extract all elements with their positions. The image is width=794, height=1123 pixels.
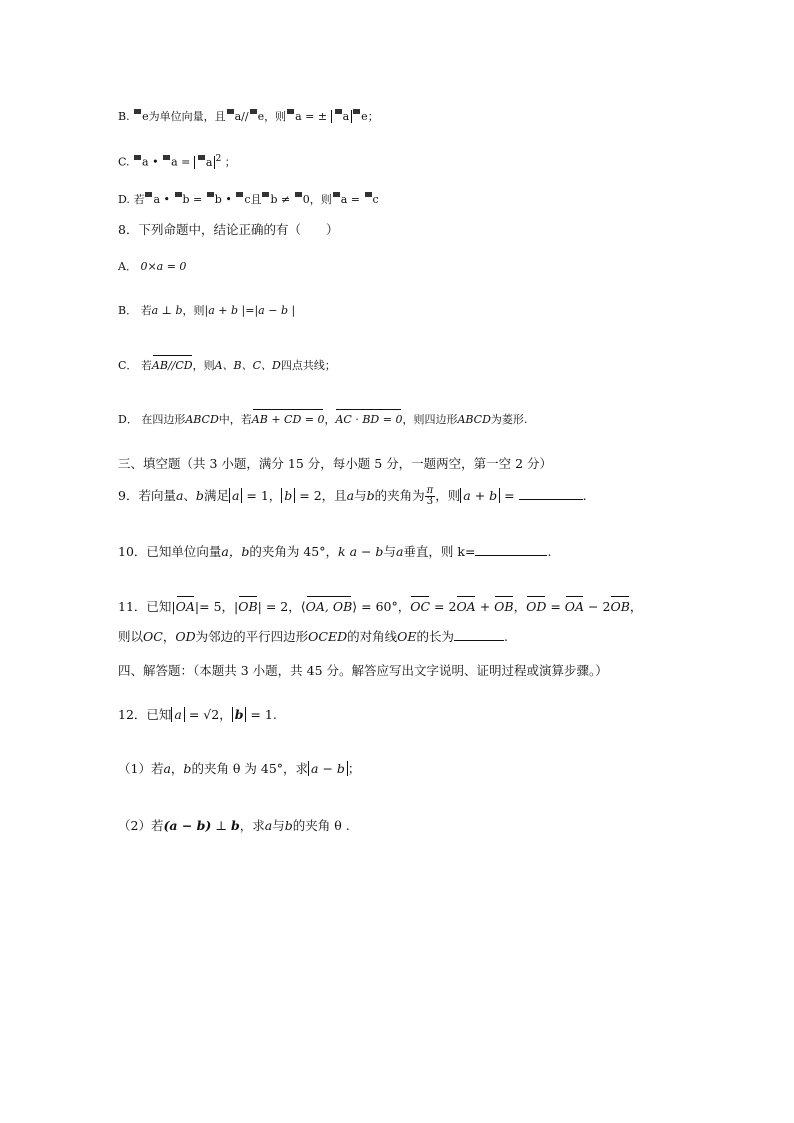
- text: .: [547, 544, 552, 559]
- text: 若: [140, 359, 152, 372]
- text: ，则: [309, 193, 332, 206]
- text: 且: [250, 193, 262, 206]
- vec-oc: OC: [410, 599, 431, 614]
- math-expression: (a − b): [163, 818, 212, 833]
- points-label: A、B、C、D: [214, 359, 281, 372]
- option-label: D.: [118, 193, 130, 206]
- vector-mark-icon: [250, 109, 257, 114]
- math-expression: a ⊥ b: [151, 304, 183, 317]
- text: 与: [354, 488, 367, 503]
- option-label: A．: [118, 260, 137, 273]
- question-8-title: 8．下列命题中，结论正确的有（ ）: [118, 222, 339, 237]
- vec-ob: OB: [610, 599, 630, 614]
- text: =: [347, 193, 364, 206]
- vec-b: b: [270, 193, 278, 206]
- vec-oa: OA: [564, 599, 585, 614]
- vector-mark-icon: [365, 192, 372, 197]
- text: ，则: [435, 488, 461, 503]
- vec-b: b: [182, 193, 190, 206]
- text: •: [163, 193, 170, 206]
- text: 12．已知: [118, 707, 172, 722]
- vector-mark-icon: [295, 192, 302, 197]
- option-d-q7: [118, 191, 379, 209]
- vec-b: b: [366, 488, 375, 503]
- vec-a: a: [395, 544, 404, 559]
- question-12: [118, 706, 277, 724]
- option-label: B.: [118, 110, 130, 123]
- text: 为单位向量，且: [148, 110, 226, 123]
- vector-mark-icon: [175, 192, 182, 197]
- text: （1）若: [118, 761, 164, 776]
- math-expression: a: [229, 488, 242, 503]
- text: .: [504, 629, 508, 644]
- text: ，: [324, 413, 336, 426]
- text: =: [177, 155, 194, 169]
- vec-e: e: [361, 110, 368, 123]
- vector-mark-icon: [262, 192, 269, 197]
- text: 为菱形.: [490, 413, 528, 426]
- text: =: [500, 488, 519, 503]
- text: 在四边形: [141, 413, 186, 426]
- section-4-heading: 四、解答题：（本题共 3 小题，共 45 分。解答应写出文字说明、证明过程或演算步骤。）: [118, 663, 608, 678]
- text: 的夹角为: [374, 488, 425, 503]
- text: 为邻边的平行四边形: [195, 629, 309, 644]
- math-expression: AB + CD = 0: [252, 411, 325, 429]
- vec-c: c: [244, 193, 251, 206]
- vec-a: a: [346, 488, 355, 503]
- text: 、: [183, 488, 196, 503]
- text: 的对角线: [347, 629, 398, 644]
- text: .: [582, 488, 587, 503]
- vector-mark-icon: [207, 192, 214, 197]
- text: 的夹角 θ 为 45°，求: [191, 761, 309, 776]
- text: = 1，: [242, 488, 282, 503]
- text: 10．已知单位向量: [118, 544, 222, 559]
- text: 11．已知|: [118, 599, 176, 614]
- vec-b: b: [284, 818, 293, 833]
- text: = √2，: [184, 707, 232, 722]
- text: ，: [162, 629, 176, 644]
- math-expression: 0×a = 0: [140, 260, 187, 273]
- text: = 2，且: [295, 488, 347, 503]
- vector-mark-icon: [335, 109, 342, 114]
- text: ，则: [182, 304, 205, 317]
- math-expression: a，b: [221, 544, 250, 559]
- math-expression: a + b: [460, 488, 500, 503]
- question-10: [118, 543, 551, 561]
- text: 与: [272, 818, 285, 833]
- text: •: [152, 155, 159, 169]
- text: 中，若: [218, 413, 252, 426]
- vec-a: a: [264, 818, 273, 833]
- text: ⊥: [211, 818, 232, 833]
- text: 与: [383, 544, 396, 559]
- vec-b: b: [214, 193, 222, 206]
- answer-blank[interactable]: [519, 487, 583, 500]
- text: ，则: [264, 110, 287, 123]
- math-expression: a − b: [308, 761, 348, 776]
- math-expression: ABCD: [185, 413, 219, 426]
- vector-mark-icon: [333, 192, 340, 197]
- math-expression: AC · BD = 0: [335, 411, 402, 429]
- vector-mark-icon: [353, 109, 360, 114]
- q8-option-c: [118, 357, 336, 375]
- vec-a: a: [153, 193, 160, 206]
- question-11-line-2: [118, 628, 508, 646]
- text: //: [241, 110, 249, 123]
- math-expression: ABCD: [457, 413, 491, 426]
- option-label: C．: [118, 359, 138, 372]
- question-11: [118, 598, 642, 616]
- question-12-part-2: [118, 817, 350, 835]
- vec-c: c: [372, 193, 379, 206]
- zero-vector: 0: [302, 193, 310, 206]
- text: ，: [629, 599, 643, 614]
- text: 垂直，则 k=: [403, 544, 476, 559]
- text: ；: [347, 761, 361, 776]
- text: （2）若: [118, 818, 164, 833]
- vector-mark-icon: [145, 192, 152, 197]
- vector-mark-icon: [287, 109, 294, 114]
- math-expression: OA, OB: [305, 599, 353, 614]
- text: ，则四边形: [402, 413, 458, 426]
- text: 满足: [203, 488, 229, 503]
- vec-a: a: [171, 155, 178, 169]
- text: ≠: [277, 193, 294, 206]
- vector-mark-icon: [227, 109, 234, 114]
- vector-mark-icon: [163, 155, 170, 160]
- vec-a: a: [342, 110, 350, 123]
- vec-e: e: [142, 110, 149, 123]
- vec-e: e: [257, 110, 265, 123]
- math-expression: OD: [175, 629, 196, 644]
- math-expression: b: [281, 488, 295, 503]
- option-label: B．: [118, 304, 138, 317]
- text: |= 5，|: [194, 599, 239, 614]
- option-b-q7: [118, 108, 379, 126]
- text: 的夹角 θ .: [292, 818, 350, 833]
- vec-ob: OB: [494, 599, 514, 614]
- text: 的长为: [416, 629, 455, 644]
- text: | = 2，⟨: [257, 599, 306, 614]
- option-label: C.: [118, 155, 130, 169]
- q8-option-d: [118, 411, 527, 429]
- text: = 2: [430, 599, 457, 614]
- math-expression: k a − b: [338, 544, 384, 559]
- option-c-q7: [118, 150, 236, 172]
- vec-a: a: [163, 761, 171, 776]
- option-label: D．: [118, 413, 138, 426]
- vector-mark-icon: [134, 155, 141, 160]
- math-expression: OE: [397, 629, 417, 644]
- vec-oa: OA: [456, 599, 476, 614]
- vector-mark-icon: [236, 192, 243, 197]
- denominator: 3: [426, 496, 434, 507]
- answer-blank[interactable]: [454, 628, 504, 641]
- text: ，: [513, 599, 527, 614]
- vec-b: b: [232, 707, 247, 722]
- q8-option-b: [118, 302, 295, 320]
- text: ⟩ = 60°，: [352, 599, 411, 614]
- math-expression: AB//CD: [152, 357, 193, 375]
- vec-b: b: [183, 761, 192, 776]
- exponent: 2: [215, 153, 222, 164]
- text: ，求: [239, 818, 265, 833]
- vec-od: OD: [526, 599, 547, 614]
- vec-a: a: [205, 155, 213, 169]
- text: 的夹角为 45°，: [249, 544, 339, 559]
- text: ；: [224, 155, 236, 169]
- vec-oa: OA: [175, 599, 195, 614]
- vector-mark-icon: [198, 155, 205, 160]
- text: =: [189, 193, 206, 206]
- vec-a: a: [142, 155, 149, 169]
- text: 则以: [118, 629, 144, 644]
- section-3-heading: 三、填空题（共 3 小题，满分 15 分，每小题 5 分，一题两空，第一空 2 分）: [118, 456, 553, 471]
- text: ，则: [192, 359, 215, 372]
- text: 9．若向量: [118, 488, 176, 503]
- vec-a: a: [171, 707, 184, 722]
- q8-option-a: [118, 258, 186, 276]
- vec-a: a: [295, 110, 302, 123]
- math-expression: |a + b |=|a − b |: [204, 304, 296, 317]
- text: = 1.: [246, 707, 277, 722]
- numerator: π: [426, 485, 434, 496]
- text: 若: [140, 304, 152, 317]
- math-expression: OC: [143, 629, 163, 644]
- text: ，: [170, 761, 184, 776]
- text: ；: [367, 110, 379, 123]
- vec-b: b: [231, 818, 240, 833]
- text: •: [225, 193, 232, 206]
- vec-a: a: [340, 193, 348, 206]
- text: − 2: [584, 599, 611, 614]
- answer-blank[interactable]: [475, 543, 547, 556]
- question-12-part-1: [118, 760, 360, 778]
- text: +: [475, 599, 495, 614]
- math-expression: OCED: [308, 629, 348, 644]
- vec-ob: OB: [238, 599, 258, 614]
- vec-b: b: [195, 488, 204, 503]
- text: = ±: [301, 110, 328, 123]
- question-9: [118, 486, 587, 507]
- text: =: [546, 599, 565, 614]
- text: 若: [133, 193, 145, 206]
- text: 四点共线；: [280, 359, 336, 372]
- vec-a: a: [234, 110, 242, 123]
- vec-a: a: [175, 488, 184, 503]
- fraction: [425, 486, 436, 507]
- vector-mark-icon: [134, 109, 141, 114]
